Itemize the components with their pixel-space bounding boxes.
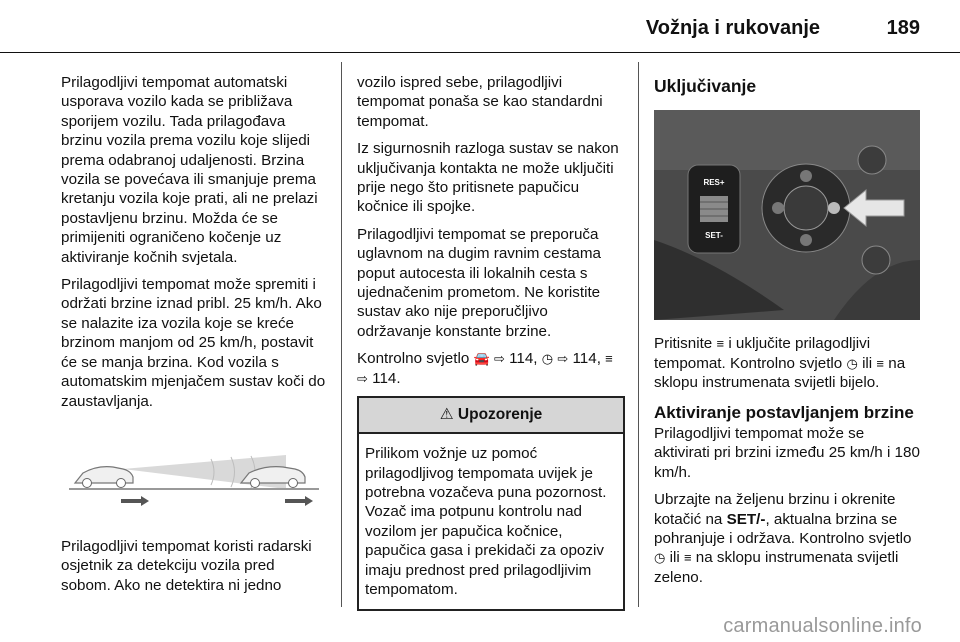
adaptive-cruise-icon: ≡ [605,351,613,367]
lane-button-icon [862,246,890,274]
cruise-control-icon: ◷ [541,351,554,367]
set-label: SET- [705,231,723,241]
warning-title: Upozorenje [457,406,543,424]
subsection-heading: Aktiviranje postavljanjem brzine [654,402,914,422]
page-reference-arrow-icon: ⇨ [493,351,505,367]
header-rule [0,52,960,53]
section-heading: Uključivanje [654,76,757,96]
warning-text: Prilikom vožnje uz pomoć prilagodljivog tempomata uvijek je potrebna vozačeva puna pozornost. Vozač ima potpunu kontrolu nad vozilom jer papučica kočnice, papučica gasa i prekidači za opoziv imaju prednost pred prilagodljivim tempomatom. [365,445,607,598]
page-number: 189 [886,17,920,39]
res-set-roller [688,165,740,253]
adaptive-cruise-icon: ≡ [716,336,725,352]
adaptive-cruise-button-icon [828,202,840,214]
warning-header [359,398,623,434]
page-header [0,0,960,50]
paragraph: Prilagodljivi tempomat koristi radarski osjetnik za detekciju vozila pred sobom. Ako ne detektira ni jedno [61,537,312,594]
radar-illustration [61,419,325,525]
paragraph: Prilagodljivi tempomat može spremiti i održati brzine iznad pribl. 25 km/h. Ako se nalazite iza vozila koje se kreće brzinom manjom od 25 km/h, postavit će se manja brzina. Kod vozila s automatskim mjenjačem sustav koči do zaustavljanja. [61,276,326,410]
column-divider-2 [638,62,639,607]
page-reference-arrow-icon: ⇨ [357,370,368,386]
cruise-control-icon: ◷ [654,550,666,566]
paragraph: Prilagodljivi tempomat se preporuča uglavnom na dugim ravnim cestama poput autocesta ili lokalnih cesta s ujednačenim prometom. Ne koristite sustav ako nije preporučljivo održavanje konstante brzine. [357,225,601,340]
column-2 [357,73,625,611]
column-1 [61,73,328,603]
warning-box [357,396,625,611]
warning-triangle-icon: ⚠ [439,406,454,424]
control-pad [762,164,850,252]
res-label: RES+ [703,178,725,188]
speed-limiter-button-icon [858,146,886,174]
adaptive-cruise-icon: ≡ [876,355,885,371]
cruise-control-icon: ◷ [846,355,858,371]
paragraph: Prilagodljivi tempomat automatski usporava vozilo kada se približava sporijem vozilu. Tada prilagođava brzinu vozila prema vozilu koje slijedi prema odabranoj udaljenosti. Brzina vozila se povećava ili smanjuje prema kretanju vozila koje prati, ali ne prelazi postavljenu brzinu. Možda će se primijeniti ograničeno kočenje uz aktiviranje kočnih svjetala. [61,74,318,266]
column-3 [654,73,922,595]
indicator-reference-paragraph: Kontrolno svjetlo 🚘 ⇨ 114, ◷ ⇨ 114, ≡ ⇨ 114. [357,350,613,387]
paragraph: Prilagodljivi tempomat može se aktivirati pri brzini između 25 km/h i 180 km/h. [654,425,920,481]
steering-wheel-controls-illustration [654,110,920,320]
cruise-button-icon [772,202,784,214]
set-control-label: SET/- [726,510,766,528]
cancel-button-icon [800,234,812,246]
car-icon: 🚘 [473,351,490,367]
watermark: carmanualsonline.info [723,615,922,637]
paragraph: Ubrzajte na željenu brzinu i okrenite kotačić na SET/-, aktualna brzina se pohranjuje i održava. Kontrolno svjetlo ◷ ili ≡ na sklopu instrumenata svijetli zeleno. [654,491,912,586]
paragraph: vozilo ispred sebe, prilagodljivi tempomat ponaša se kao standardni tempomat. [357,74,603,130]
page-reference-arrow-icon: ⇨ [557,351,569,367]
adaptive-cruise-icon: ≡ [683,550,692,566]
paragraph: Pritisnite ≡ i uključite prilagodljivi tempomat. Kontrolno svjetlo ◷ ili ≡ na sklopu instrumenata svijetli bijelo. [654,335,906,392]
distance-button-icon [800,170,812,182]
section-title: Vožnja i rukovanje [645,17,820,39]
column-divider-1 [341,62,342,607]
paragraph: Iz sigurnosnih razloga sustav se nakon uključivanja kontakta ne može uključiti prije nego što pritisnete papučicu kočnice ili spojke. [357,140,619,216]
